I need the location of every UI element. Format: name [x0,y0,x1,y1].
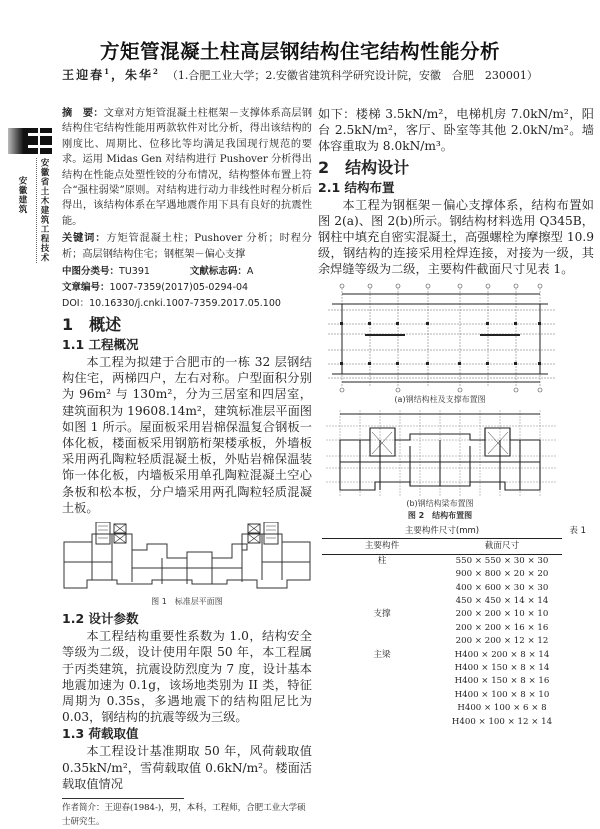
footnote-rule [62,798,184,799]
figure-2-caption: 图 2 结构布置图 [407,510,473,520]
member-type-cell [322,581,442,594]
abstract: 摘 要：文章对方矩管混凝土柱框架－支撑体系高层钢结构住宅结构性能用两款软件对比分析，得出该结构的刚度比、周期比、位移比等均满足我国现行规范的要求。运用 Midas Gen 对结构进行 Pushover 分析得出结构在性能点处塑性铰的分布情况，结构整体布置上符合“强柱弱梁”原则。对结构进行动力非线性时程分析后得出，该结构体系在罕遇地震作用下具有良好的抗震性能。 [62,108,313,227]
journal-logo-icon [8,128,52,154]
table-row [322,554,562,568]
section-2-1-heading: 2.1 结构布置 [318,179,395,195]
section-size-cell: 550 × 550 × 30 × 30 [455,555,549,566]
section-1-2-heading: 1.2 设计参数 [62,611,139,627]
member-type-cell [322,702,442,715]
paper-title: 方矩管混凝土柱高层钢结构住宅结构性能分析 [99,40,500,63]
author-2: 朱华$^2$ [125,67,160,82]
table-header: 主要构件 [364,540,400,551]
member-type-cell: 柱 [377,555,387,566]
table-row [322,608,562,621]
author-footnote: 作者简介：王迎春(1984-)，男，本科，工程师，合肥工业大学硕士研究生。 [62,802,306,827]
figure-2b-caption: (b)钢结构梁布置图 [406,498,474,508]
section-1-heading: 1 概述 [62,315,122,335]
section-size-cell: 400 × 600 × 30 × 30 [455,582,549,593]
table-row [322,581,562,594]
figure-2b-beam-layout [320,406,560,498]
affiliation: （1.合肥工业大学；2.安徽省建筑科学研究设计院，安徽 合肥 230001） [166,69,538,82]
article-meta: 中图分类号：TU391 文献标志码：A 文章编号：1007-7359(2017)05-0294-04 DOI：10.16330/j.cnki.1007-7359.2017.05.100 [62,266,281,310]
member-type-cell [322,635,442,648]
section-size-cell: 200 × 200 × 12 × 12 [455,636,549,647]
author-1: 王迎春$^1$ [62,67,111,82]
keywords: 关键词：方矩管混凝土柱；Pushover 分析；时程分析；高层钢结构住宅；钢框架－偏心支撑 [62,233,312,260]
section-1-1-heading: 1.1 工程概况 [62,337,139,353]
section-size-cell: 200 × 200 × 16 × 16 [455,622,549,633]
section-1-3-body: 本工程设计基准期取 50 年，风荷载取值 0.35kN/m²，雪荷载取值 0.6kN/m²。楼面活载取值情况 [62,744,312,791]
section-size-cell: H400 × 150 × 8 × 16 [454,676,550,687]
member-type-cell [322,675,442,688]
section-size-cell: H400 × 100 × 12 × 14 [451,716,553,727]
section-1-3-heading: 1.3 荷载取值 [62,726,139,742]
table-row [322,595,562,608]
section-size-cell: 450 × 450 × 14 × 14 [455,595,549,606]
section-size-cell: H400 × 150 × 8 × 14 [454,662,550,673]
member-type-cell [322,715,442,728]
section-size-cell: H400 × 200 × 8 × 14 [454,649,550,660]
table-row [322,648,562,661]
table-row [322,635,562,648]
member-type-cell [322,622,442,635]
section-2-heading: 2 结构设计 [318,157,410,177]
table-header: 截面尺寸 [484,540,520,551]
sidebar-journal-name: 安徽建筑 [17,176,27,214]
table-row [322,689,562,702]
table-row [322,675,562,688]
section-size-cell: H400 × 100 × 6 × 8 [457,703,547,714]
table-row [322,715,562,728]
load-values-continued: 如下：楼梯 3.5kN/m²，电梯机房 7.0kN/m²，阳台 2.5kN/m²，客厅、卧室等其他 2.0kN/m²。墙体容重取为 8.0kN/m³。 [318,107,594,154]
table-row [322,662,562,675]
section-size-cell: 900 × 800 × 20 × 20 [455,569,549,580]
member-type-cell: 支撑 [373,609,391,620]
table-row [322,702,562,715]
figure-2a-caption: (a)钢结构柱及支撑布置图 [394,394,486,404]
sidebar-journal-org: 安徽省土木建筑工程技术 [36,158,50,263]
author-line: 王迎春$^1$，朱华$^2$ （1.合肥工业大学；2.安徽省建筑科学研究设计院，安徽 合肥 230001） [62,67,538,82]
figure-2a-column-brace-layout [320,282,560,394]
table-1-label: 表 1 [569,525,586,536]
member-type-cell [322,689,442,702]
section-2-1-body: 本工程为钢框架－偏心支撑体系，结构布置如图 2(a)、图 2(b)所示。钢结构材料选用 Q345B，钢柱中填充自密实混凝土，高强螺栓为摩擦型 10.9 级，钢结构的连接采用栓焊连接，对接为一级，其余焊缝等级为二级，主要构件截面尺寸见表 1。 [318,197,594,277]
member-type-cell [322,662,442,675]
table-1-title: 主要构件尺寸(mm) [404,525,480,536]
figure-1-caption: 图 1 标准层平面图 [151,597,223,607]
section-1-1-body: 本工程为拟建于合肥市的一栋 32 层钢结构住宅，两梯四户，左右对称。户型面积分别为 96m² 与 130m²，分为三居室和四居室，建筑面积为 19608.14m²，建筑标准层平面图如图 1 所示。屋面板采用岩棉保温复合钢板一体化板，楼面板采用钢筋桁架楼承板，外墙板采用两孔陶粒轻质混凝土板，外贴岩棉保温装饰一体化板，内墙板采用单孔陶粒混凝土空心条板和松本板，分户墙采用两孔陶粒轻质混凝土板。 [62,355,312,515]
left-column [62,106,312,829]
figure-1-floor-plan [62,522,312,594]
right-column [318,106,594,729]
section-1-2-body: 本工程结构重要性系数为 1.0，结构安全等级为二级，设计使用年限 50 年，本工程属于丙类建筑，抗震设防烈度为 7 度，设计基本地震加速为 0.1g，该场地类别为 II 类，特征周期为 0.35s，多遇地震下的结构阻尼比为 0.03，钢结构的抗震等级为三级。 [62,629,312,725]
table-row [322,622,562,635]
member-type-cell: 主梁 [373,649,391,660]
member-type-cell [322,595,442,608]
table-row [322,568,562,581]
section-size-cell: H400 × 100 × 8 × 10 [454,689,550,700]
member-type-cell [322,568,442,581]
section-size-cell: 200 × 200 × 10 × 10 [455,609,549,620]
